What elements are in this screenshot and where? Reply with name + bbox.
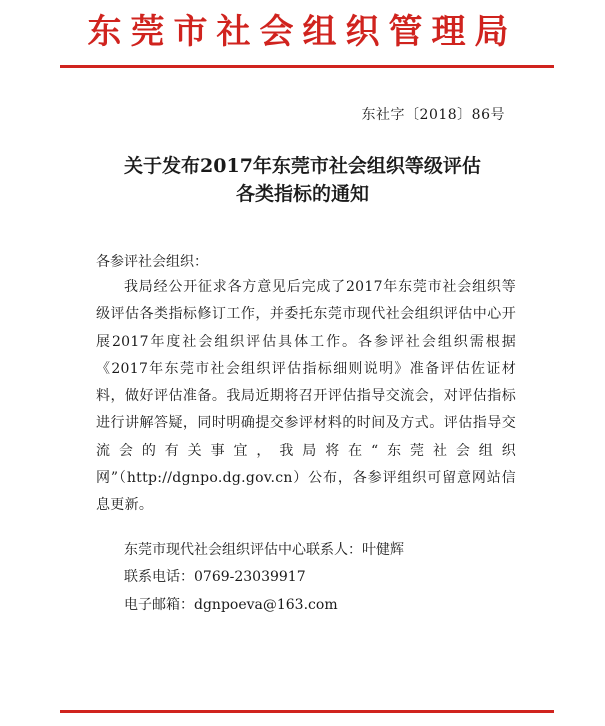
contact-email: 电子邮箱：dgnpoeva@163.com: [124, 597, 338, 613]
document-title-line-1: 关于发布2017年东莞市社会组织等级评估: [124, 155, 481, 177]
document-title: [0, 152, 605, 208]
body-paragraph: 我局经公开征求各方意见后完成了2017年东莞市社会组织等级评估各类指标修订工作，并委托东莞市现代社会组织评估中心开展2017年度社会组织评估具体工作。各参评社会组织需根据《2017年东莞市社会组织评估指标细则说明》准备评估佐证材料，做好评估准备。我局近期将召开评估指导交流会，对评估指标进行讲解答疑，同时明确提交参评材料的时间及方式。评估指导交流会的有关事宜，我局将在“东莞社会组织网”（http://dgnpo.dg.gov.cn）公布，各参评组织可留意网站信息更新。: [96, 279, 516, 514]
document-title-line-2: 各类指标的通知: [235, 183, 369, 205]
letterhead-org-name: 东莞市社会组织管理局: [87, 12, 518, 52]
salutation: 各参评社会组织：: [96, 254, 208, 270]
letterhead-red-rule: [60, 65, 554, 68]
document-number: 东社字〔2018〕86号: [361, 107, 505, 123]
contact-person: 东莞市现代社会组织评估中心联系人：叶健辉: [124, 542, 404, 558]
footer-red-rule: [60, 710, 554, 713]
contact-phone: 联系电话：0769-23039917: [124, 569, 306, 585]
